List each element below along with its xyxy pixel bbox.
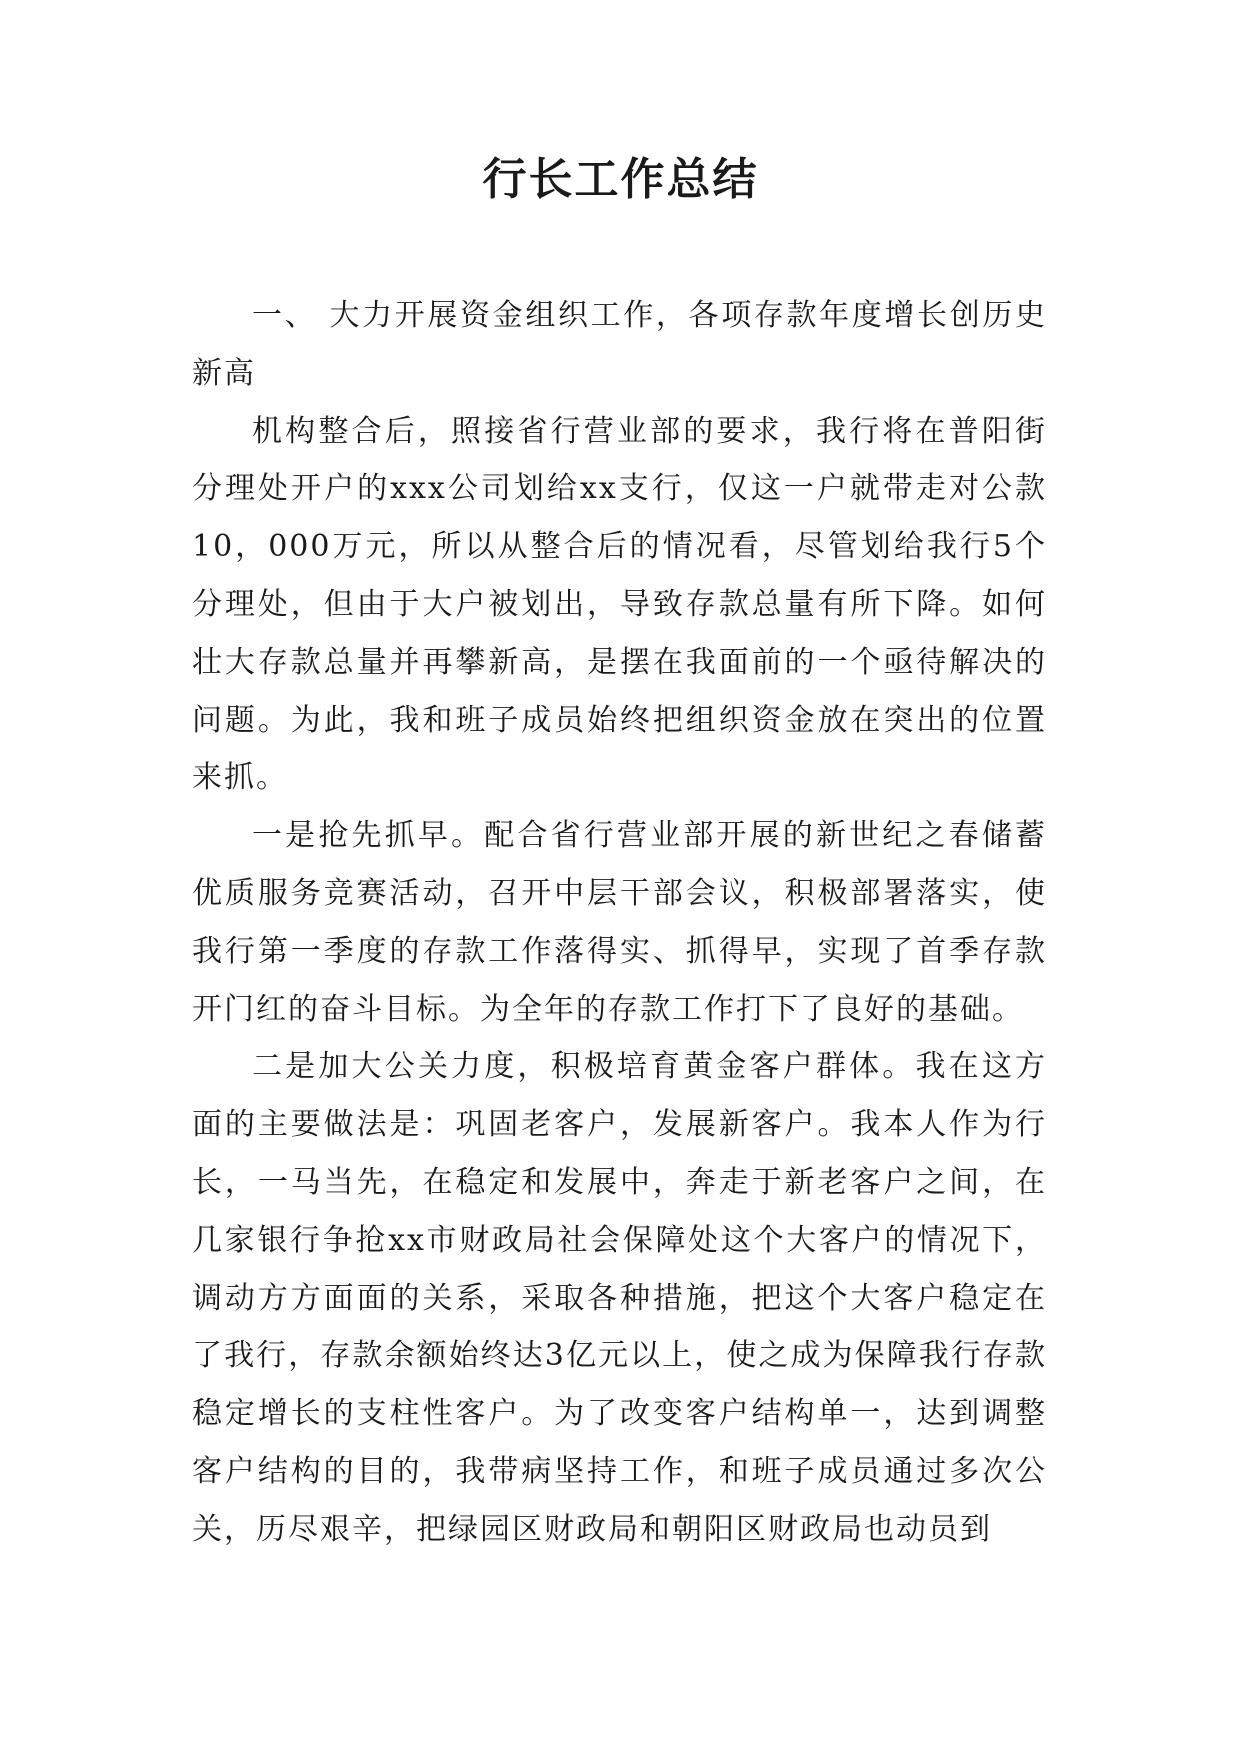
paragraph: 二是加大公关力度，积极培育黄金客户群体。我在这方面的主要做法是：巩固老客户，发展新客户。我本人作为行长，一马当先，在稳定和发展中，奔走于新老客户之间，在几家银行争抢xx市财政局社会保障处这个大客户的情况下，调动方方面面的关系，采取各种措施，把这个大客户稳定在了我行，存款余额始终达3亿元以上，使之成为保障我行存款稳定增长的支柱性客户。为了改变客户结构单一，达到调整客户结构的目的，我带病坚持工作，和班子成员通过多次公关，历尽艰辛，把绿园区财政局和朝阳区财政局也动员到 xyxy=(192,1049,1047,1547)
section-heading: 一、 大力开展资金组织工作，各项存款年度增长创历史新高 xyxy=(192,298,1047,391)
paragraph: 一是抢先抓早。配合省行营业部开展的新世纪之春储蓄优质服务竞赛活动，召开中层干部会议，积极部署落实，使我行第一季度的存款工作落得实、抓得早，实现了首季存款开门红的奋斗目标。为全年的存款工作打下了良好的基础。 xyxy=(192,818,1047,1027)
paragraph: 机构整合后，照接省行营业部的要求，我行将在普阳街分理处开户的xxx公司划给xx支行，仅这一户就带走对公款10，000万元，所以从整合后的情况看，尽管划给我行5个分理处，但由于大户被划出，导致存款总量有所下降。如何壮大存款总量并再攀新高，是摆在我面前的一个亟待解决的问题。为此，我和班子成员始终把组织资金放在突出的位置来抓。 xyxy=(192,413,1047,796)
document-title: 行长工作总结 xyxy=(482,154,759,205)
document-body xyxy=(192,287,1047,1559)
